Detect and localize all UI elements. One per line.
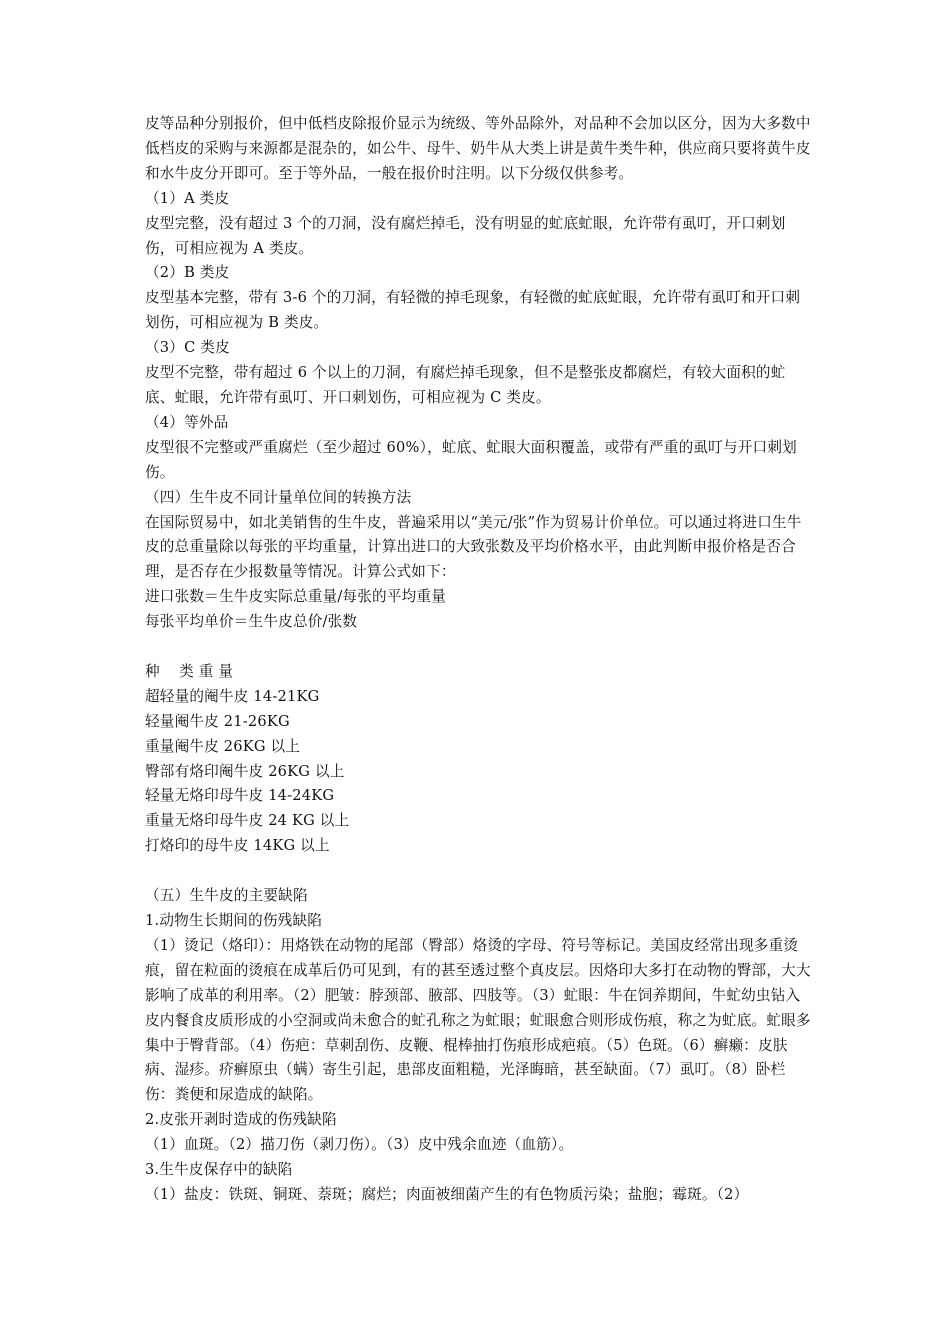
blank-line <box>145 859 813 884</box>
defects-flaying-heading: 2.皮张开剥时造成的伤残缺陷 <box>145 1111 337 1129</box>
weight-row: 超轻量的阉牛皮 14-21KG <box>145 687 320 705</box>
section-five-heading: （五）生牛皮的主要缺陷 <box>145 887 308 905</box>
conversion-paragraph: 在国际贸易中，如北美销售的生牛皮，普遍采用以“美元/张”作为贸易计价单位。可以通过将进口生牛皮的总重量除以每张的平均重量，计算出进口的大致张数及平均价格水平，由此判断申报价格是否合理，是否存在少报数量等情况。计算公式如下： <box>145 513 802 581</box>
intro-paragraph: 皮等品种分别报价，但中低档皮除报价显示为统级、等外品除外，对品种不会加以区分，因为大多数中低档皮的采购与来源都是混杂的，如公牛、母牛、奶牛从大类上讲是黄牛类牛种，供应商只要将黄牛皮和水牛皮分开即可。至于等外品，一般在报价时注明。以下分级仅供参考。 <box>145 115 811 182</box>
weight-table-header: 种 类 重 量 <box>145 662 234 680</box>
weight-row: 重量阉牛皮 26KG 以上 <box>145 737 301 755</box>
grade-b-paragraph: 皮型基本完整，带有 3-6 个的刀洞，有轻微的掉毛现象，有轻微的虻底虻眼，允许带有虱叮和开口刺划伤，可相应视为 B 类皮。 <box>145 289 801 332</box>
grade-c-heading: （3）C 类皮 <box>145 339 230 357</box>
weight-row: 重量无烙印母牛皮 24 KG 以上 <box>145 812 350 830</box>
substandard-heading: （4）等外品 <box>145 413 229 431</box>
grade-c-paragraph: 皮型不完整，带有超过 6 个以上的刀洞，有腐烂掉毛现象，但不是整张皮都腐烂，有较大面积的虻底、虻眼，允许带有虱叮、开口刺划伤，可相应视为 C 类皮。 <box>145 364 786 406</box>
defects-growth-paragraph: （1）烫记（烙印）：用烙铁在动物的尾部（臀部）烙烫的字母、符号等标记。美国皮经常出现多重烫痕，留在粒面的烫痕在成革后仍可见到，有的甚至透过整个真皮层。因烙印大多打在动物的臀部，大大影响了成革的利用率。（2）肥皱：脖颈部、腋部、四肢等。（3）虻眼：牛在饲养期间，牛虻幼虫钻入皮内餐食皮质形成的小空洞或尚未愈合的虻孔称之为虻眼；虻眼愈合则形成伤痕，称之为虻底。虻眼多集中于臀背部。（4）伤疤：草刺刮伤、皮鞭、棍棒抽打伤痕形成疤痕。（5）色斑。（6）癣癞：皮肤病、湿疹。疥癣原虫（螨）寄生引起，患部皮面粗糙，光泽晦暗，甚至缺面。（7）虱叮。（8）卧栏伤：粪便和尿造成的缺陷。 <box>145 936 811 1104</box>
weight-row: 轻量无烙印母牛皮 14-24KG <box>145 787 335 805</box>
blank-line <box>145 635 813 660</box>
document-body <box>145 112 813 1208</box>
substandard-paragraph: 皮型很不完整或严重腐烂（至少超过 60%），虻底、虻眼大面积覆盖，或带有严重的虱叮与开口刺划伤。 <box>145 438 797 481</box>
formula-price: 每张平均单价＝生牛皮总价/张数 <box>145 613 358 631</box>
weight-row: 轻量阉牛皮 21-26KG <box>145 712 290 730</box>
grade-b-heading: （2）B 类皮 <box>145 264 230 282</box>
grade-a-paragraph: 皮型完整，没有超过 3 个的刀洞，没有腐烂掉毛，没有明显的虻底虻眼，允许带有虱叮，开口刺划伤，可相应视为 A 类皮。 <box>145 214 786 257</box>
defects-storage-heading: 3.生牛皮保存中的缺陷 <box>145 1161 293 1179</box>
weight-row: 打烙印的母牛皮 14KG 以上 <box>145 837 330 855</box>
weight-row: 臀部有烙印阉牛皮 26KG 以上 <box>145 762 345 780</box>
defects-storage-paragraph: （1）盐皮：铁斑、铜斑、萘斑；腐烂；肉面被细菌产生的有色物质污染；盐胞；霉斑。（2） <box>145 1185 749 1203</box>
formula-count: 进口张数＝生牛皮实际总重量/每张的平均重量 <box>145 588 446 606</box>
grade-a-heading: （1）A 类皮 <box>145 189 230 207</box>
defects-flaying-paragraph: （1）血斑。（2）描刀伤（剥刀伤）。（3）皮中残余血迹（血筋）。 <box>145 1136 574 1154</box>
section-four-heading: （四）生牛皮不同计量单位间的转换方法 <box>145 488 412 506</box>
defects-growth-heading: 1.动物生长期间的伤残缺陷 <box>145 911 323 929</box>
